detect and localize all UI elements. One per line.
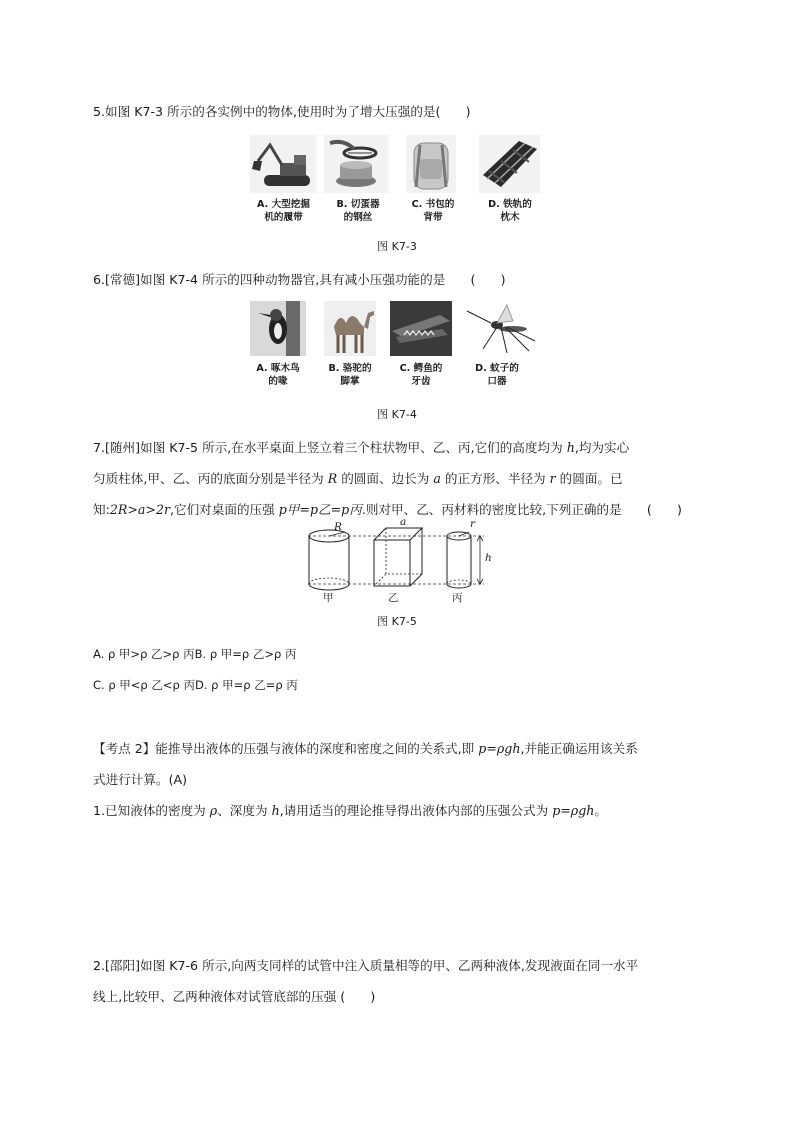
figure-k7-4-caption: 图 K7-4 [377, 408, 417, 421]
q6-text: 6.[常德]如图 K7-4 所示的四种动物器官,具有减小压强功能的是 ( ) [93, 272, 506, 287]
cylinder-jia [309, 530, 349, 590]
kaodian-2-line-2: 式进行计算。(A) [93, 772, 188, 787]
figure-k7-5-caption: 图 K7-5 [377, 615, 417, 628]
q7-option-a: A. ρ 甲>ρ 乙>ρ 丙 [93, 647, 195, 661]
k2-question-2-line-2: 线上,比较甲、乙两种液体对试管底部的压强 ( ) [93, 989, 376, 1004]
label-bing: 丙 [452, 592, 463, 604]
q7-line-1-b: ,均为实心 [574, 440, 630, 455]
q5-option-b-l1: B. 切蛋器 [336, 199, 380, 210]
q5-option-c-l2: 背带 [423, 212, 443, 223]
q6-option-c [386, 362, 456, 388]
q5-option-c [400, 198, 466, 224]
q7-pressure-equality: p甲=p乙=p丙 [278, 502, 362, 517]
q7-var-R: R [327, 471, 338, 486]
egg-slicer-image [324, 135, 389, 193]
q5-option-a-l2: 机的履带 [264, 212, 303, 223]
label-h: h [485, 552, 492, 564]
q7-line-3-b: ,它们对桌面的压强 [169, 502, 279, 517]
label-r: r [470, 518, 476, 530]
q7-options-cd [93, 677, 298, 693]
q7-option-b: B. ρ 甲=ρ 乙>ρ 丙 [194, 647, 297, 661]
figure-k7-5 [300, 516, 500, 604]
label-jia: 甲 [323, 592, 334, 604]
label-yi: 乙 [388, 592, 399, 604]
k2-q1-d: 。 [594, 803, 607, 818]
q5-text: 5.如图 K7-3 所示的各实例中的物体,使用时为了增大压强的是( ) [93, 104, 471, 119]
q7-var-h: h [566, 440, 575, 455]
woodpecker-image [250, 301, 306, 356]
q6-option-a [243, 362, 313, 388]
figure-k7-3-caption: 图 K7-3 [377, 240, 417, 253]
crocodile-image [390, 301, 452, 356]
q7-options-ab [93, 646, 296, 662]
q7-line-3-c: .则对甲、乙、丙材料的密度比较,下列正确的是 ( ) [361, 502, 682, 517]
rail-sleepers-image [479, 135, 540, 193]
q6-option-c-l1: C. 鳄鱼的 [399, 363, 443, 374]
q7-line-1-a: 7.[随州]如图 K7-5 所示,在水平桌面上竖立着三个柱状物甲、乙、丙,它们的高度均为 [93, 440, 567, 455]
backpack-image [406, 135, 456, 193]
label-R: R [334, 521, 342, 533]
q6-option-b-l1: B. 骆驼的 [328, 363, 372, 374]
label-a: a [400, 516, 407, 528]
q6-option-a-l1: A. 啄木鸟 [256, 363, 300, 374]
q7-line-2-d: 的圆面。已 [555, 471, 623, 486]
height-arrow [477, 536, 483, 584]
q7-line-2-a: 匀质柱体,甲、乙、丙的底面分别是半径为 [93, 471, 328, 486]
k2-question-1 [93, 800, 607, 819]
q7-var-a: a [433, 471, 441, 486]
q7-line-2-b: 的圆面、边长为 [337, 471, 434, 486]
q6-option-d [462, 362, 532, 388]
kaodian-2-line-1-a: 【考点 2】能推导出液体的压强与液体的深度和密度之间的关系式,即 [93, 741, 479, 756]
q7-line-2-c: 的正方形、半径为 [440, 471, 550, 486]
q5-option-b [322, 198, 394, 224]
k2-q1-a: 1.已知液体的密度为 [93, 803, 210, 818]
k2-q1-rho: ρ [209, 803, 218, 818]
k2-question-2-line-1: 2.[邵阳]如图 K7-6 所示,向两支同样的试管中注入质量相等的甲、乙两种液体,发现液面在同一水平 [93, 958, 639, 973]
cylinder-bing [447, 532, 471, 588]
q7-var-r: r [549, 471, 556, 486]
q5-option-c-l1: C. 书包的 [411, 199, 455, 210]
q6-option-a-l2: 的喙 [268, 376, 288, 387]
q6-option-d-l1: D. 蚊子的 [475, 363, 519, 374]
kaodian-2-formula: p=ρgh [478, 741, 521, 756]
k2-q1-c: ,请用适当的理论推导得出液体内部的压强公式为 [279, 803, 553, 818]
q5-option-d-l1: D. 铁轨的 [488, 199, 532, 210]
cube-yi [374, 528, 422, 586]
mosquito-image [463, 301, 538, 356]
k2-q1-formula: p=ρgh [552, 803, 595, 818]
excavator-image [250, 135, 317, 193]
q7-line-1 [93, 437, 629, 456]
q7-option-c: C. ρ 甲<ρ 乙<ρ 丙 [93, 678, 195, 692]
q7-line-3-a: 知: [93, 502, 110, 517]
q5-option-b-l2: 的钢丝 [343, 212, 373, 223]
q6-option-b-l2: 脚掌 [340, 376, 360, 387]
q6-option-d-l2: 口器 [487, 376, 507, 387]
q6-option-c-l2: 牙齿 [411, 376, 431, 387]
q7-option-d: D. ρ 甲=ρ 乙=ρ 丙 [194, 678, 298, 692]
q7-line-2 [93, 468, 623, 487]
q5-option-d-l2: 枕木 [500, 212, 520, 223]
k2-q1-h: h [271, 803, 280, 818]
q7-condition: 2R>a>2r [109, 502, 170, 517]
q7-line-3 [93, 499, 682, 518]
q5-option-d [475, 198, 545, 224]
k2-q1-b: 、深度为 [217, 803, 272, 818]
kaodian-2-line-1 [93, 738, 638, 757]
kaodian-2-line-1-b: ,并能正确运用该关系 [520, 741, 638, 756]
q5-option-a [246, 198, 321, 224]
q5-option-a-l1: A. 大型挖掘 [257, 199, 310, 210]
q6-option-b [315, 362, 385, 388]
camel-image [324, 301, 376, 356]
